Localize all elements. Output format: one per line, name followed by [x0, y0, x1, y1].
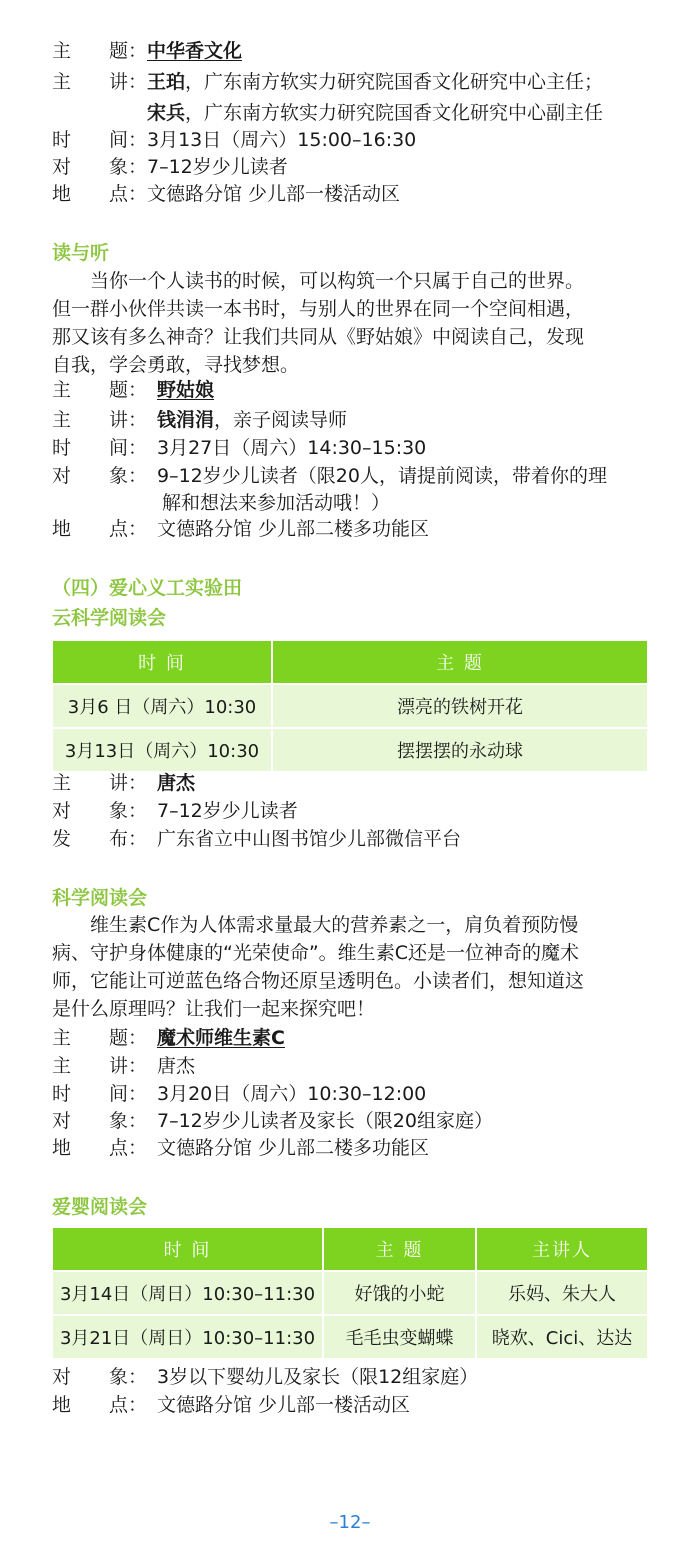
audience-value-cont: 解和想法来参加活动哦！） — [162, 492, 391, 514]
field-label: 对 象： — [52, 156, 148, 178]
speaker-name: 唐杰 — [157, 772, 196, 794]
intro-paragraph — [52, 911, 652, 1023]
place-value: 文德路分馆 少儿部二楼多功能区 — [157, 518, 430, 540]
speaker-desc: ，广东南方软实力研究院国香文化研究中心主任； — [185, 71, 604, 93]
place-value: 文德路分馆 少儿部二楼多功能区 — [157, 1137, 430, 1159]
time-value: 3月13日（周六）15:00–16:30 — [147, 129, 417, 151]
field-label: 对 象： — [52, 800, 148, 822]
speaker-desc: ，广东南方软实力研究院国香文化研究中心副主任 — [185, 102, 604, 124]
speaker-name: 宋兵 — [147, 102, 186, 124]
table-cell: 好饿的小蛇 — [323, 1271, 476, 1315]
paragraph-line: 但一群小伙伴共读一本书时，与别人的世界在同一个空间相遇， — [52, 298, 585, 320]
field-label: 对 象： — [52, 1110, 148, 1132]
table-header: 主 题 — [272, 641, 647, 684]
place-value: 文德路分馆 少儿部一楼活动区 — [147, 183, 401, 205]
paragraph-line: 那又该有多么神奇？让我们共同从《野姑娘》中阅读自己，发现 — [52, 326, 585, 348]
audience-value: 9–12岁少儿读者（限20人，请提前阅读，带着你的理 — [157, 465, 607, 487]
table-row — [53, 1271, 647, 1315]
table-cell: 摆摆摆的永动球 — [272, 728, 647, 771]
paragraph-line: 自我，学会勇敢，寻找梦想。 — [52, 354, 300, 376]
field-label: 对 象： — [52, 1366, 148, 1388]
table-header: 主 题 — [323, 1228, 476, 1271]
page-number: –12– — [329, 1512, 371, 1533]
speaker-name: 钱涓涓 — [157, 409, 215, 431]
schedule-table — [53, 641, 647, 771]
theme-value: 魔术师维生素C — [157, 1027, 285, 1049]
field-label: 时 间： — [52, 437, 148, 459]
audience-value: 7–12岁少儿读者 — [147, 156, 288, 178]
table-cell: 3月21日（周日）10:30–11:30 — [53, 1315, 323, 1358]
field-label: 主 题： — [52, 379, 148, 401]
table-header: 主讲人 — [476, 1228, 647, 1271]
field-label: 时 间： — [52, 129, 148, 151]
table-cell: 3月13日（周六）10:30 — [53, 728, 272, 771]
intro-paragraph — [52, 267, 652, 379]
paragraph-line: 当你一个人读书的时候，可以构筑一个只属于自己的世界。 — [90, 270, 585, 292]
field-label: 发 布： — [52, 828, 148, 850]
time-value: 3月27日（周六）14:30–15:30 — [157, 437, 427, 459]
theme-value: 中华香文化 — [147, 40, 243, 62]
field-label: 主 讲： — [52, 1055, 148, 1077]
table-cell: 毛毛虫变蝴蝶 — [323, 1315, 476, 1358]
paragraph-line: 病、守护身体健康的“光荣使命”。维生素C还是一位神奇的魔术 — [52, 942, 579, 964]
place-value: 文德路分馆 少儿部一楼活动区 — [157, 1394, 411, 1416]
table-header: 时 间 — [53, 641, 272, 684]
field-label: 主 题： — [52, 40, 148, 62]
audience-value: 7–12岁少儿读者 — [157, 800, 298, 822]
field-label: 主 讲： — [52, 71, 148, 93]
theme-value: 野姑娘 — [157, 379, 215, 401]
section-heading: （四）爱心义工实验田 — [52, 577, 243, 599]
audience-value: 7–12岁少儿读者及家长（限20组家庭） — [157, 1110, 493, 1132]
time-value: 3月20日（周六）10:30–12:00 — [157, 1083, 427, 1105]
field-label: 主 题： — [52, 1027, 148, 1049]
section-subheading: 云科学阅读会 — [52, 607, 167, 629]
field-label: 地 点： — [52, 518, 148, 540]
table-cell: 漂亮的铁树开花 — [272, 684, 647, 728]
speaker-desc: ，亲子阅读导师 — [214, 409, 348, 431]
table-header: 时 间 — [53, 1228, 323, 1271]
table-cell: 乐妈、朱大人 — [476, 1271, 647, 1315]
field-label: 地 点： — [52, 1394, 148, 1416]
paragraph-line: 维生素C作为人体需求量最大的营养素之一，肩负着预防慢 — [90, 914, 579, 936]
field-label: 地 点： — [52, 1137, 148, 1159]
field-label: 对 象： — [52, 465, 148, 487]
table-row — [53, 1315, 647, 1358]
field-label: 地 点： — [52, 183, 148, 205]
section-heading: 读与听 — [52, 242, 110, 264]
table-row — [53, 684, 647, 728]
table-cell: 晓欢、Cici、达达 — [476, 1315, 647, 1358]
field-label: 主 讲： — [52, 772, 148, 794]
paragraph-line: 师，它能让可逆蓝色络合物还原呈透明色。小读者们，想知道这 — [52, 970, 585, 992]
speaker-value: 唐杰 — [157, 1055, 196, 1077]
table-cell: 3月14日（周日）10:30–11:30 — [53, 1271, 323, 1315]
section-heading: 科学阅读会 — [52, 887, 148, 909]
audience-value: 3岁以下婴幼儿及家长（限12组家庭） — [157, 1366, 479, 1388]
field-label: 主 讲： — [52, 409, 148, 431]
schedule-table — [53, 1228, 647, 1358]
table-header-row — [53, 641, 647, 684]
publish-value: 广东省立中山图书馆少儿部微信平台 — [157, 828, 462, 850]
field-label: 时 间： — [52, 1083, 148, 1105]
table-header-row — [53, 1228, 647, 1271]
section-heading: 爱婴阅读会 — [52, 1196, 148, 1218]
table-cell: 3月6 日（周六）10:30 — [53, 684, 272, 728]
paragraph-line: 是什么原理吗？让我们一起来探究吧！ — [52, 998, 376, 1020]
table-row — [53, 728, 647, 771]
speaker-name: 王珀 — [147, 71, 186, 93]
